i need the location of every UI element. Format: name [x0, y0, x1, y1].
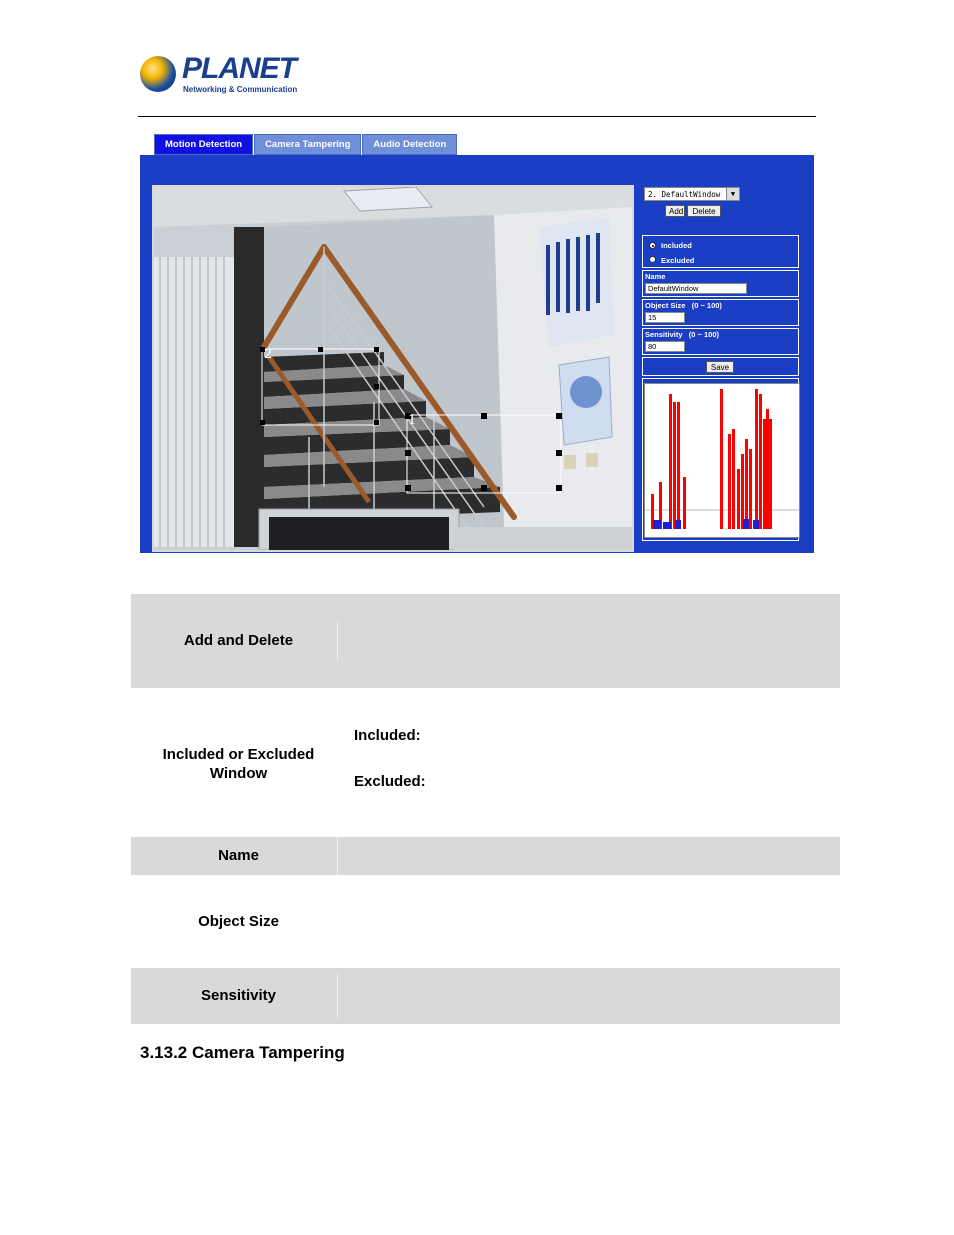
- add-button[interactable]: Add: [665, 205, 685, 217]
- object-size-box: [642, 299, 799, 326]
- planet-logo: [138, 52, 308, 98]
- camera-view: [152, 185, 634, 552]
- save-button[interactable]: Save: [706, 361, 734, 373]
- object-size-input[interactable]: 15: [645, 312, 685, 323]
- table-row: [131, 837, 840, 875]
- delete-button[interactable]: Delete: [687, 205, 721, 217]
- include-exclude-box: [642, 235, 799, 268]
- sensitivity-input[interactable]: 80: [645, 341, 685, 352]
- parameter-table: [131, 594, 840, 1024]
- included-label: Included: [661, 241, 692, 250]
- name-box: [642, 270, 799, 297]
- name-label: Name: [645, 272, 666, 281]
- row-label-name: Name: [218, 847, 259, 864]
- sensitivity-box: [642, 328, 799, 355]
- table-row: [131, 594, 840, 688]
- object-size-label: Object Size (0 ~ 100): [645, 301, 722, 310]
- activity-histogram: [644, 383, 800, 538]
- settings-sidebar: [638, 185, 806, 548]
- window-select[interactable]: [644, 187, 740, 201]
- window-1-label: 1: [408, 413, 417, 428]
- tab-audio-detection[interactable]: Audio Detection: [362, 134, 457, 155]
- row-label-included-excluded: Included or Excluded Window: [162, 746, 315, 782]
- row-label-sensitivity: Sensitivity: [200, 987, 277, 1004]
- section-heading: 3.13.2 Camera Tampering: [140, 1043, 345, 1062]
- sensitivity-label: Sensitivity (0 ~ 100): [645, 330, 720, 339]
- tab-bar: [154, 134, 458, 155]
- window-select-value: 2. DefaultWindow: [648, 190, 721, 199]
- table-row: [131, 875, 840, 968]
- included-term: Included:: [354, 727, 421, 744]
- excluded-term: Excluded:: [354, 773, 426, 790]
- camera-scene: [154, 187, 632, 550]
- tab-camera-tampering[interactable]: Camera Tampering: [254, 134, 361, 155]
- name-input[interactable]: DefaultWindow: [645, 283, 747, 294]
- row-label-object-size: Object Size: [198, 913, 279, 930]
- motion-detection-screenshot: [140, 134, 814, 553]
- tab-motion-detection[interactable]: Motion Detection: [154, 134, 253, 155]
- table-row: [131, 968, 840, 1024]
- save-box: [642, 357, 799, 376]
- globe-icon: [140, 56, 176, 92]
- row-label-add-delete: Add and Delete: [183, 632, 294, 649]
- motion-panel: [140, 155, 814, 553]
- logo-text: PLANET: [182, 52, 296, 85]
- included-radio[interactable]: [649, 242, 656, 249]
- table-row: [131, 688, 840, 837]
- header-divider: [138, 116, 816, 117]
- excluded-radio[interactable]: [649, 256, 656, 263]
- logo-subtext: Networking & Communication: [183, 85, 298, 94]
- window-2-label: 2: [264, 347, 273, 362]
- chevron-down-icon[interactable]: ▼: [726, 188, 739, 200]
- excluded-label: Excluded: [661, 256, 695, 265]
